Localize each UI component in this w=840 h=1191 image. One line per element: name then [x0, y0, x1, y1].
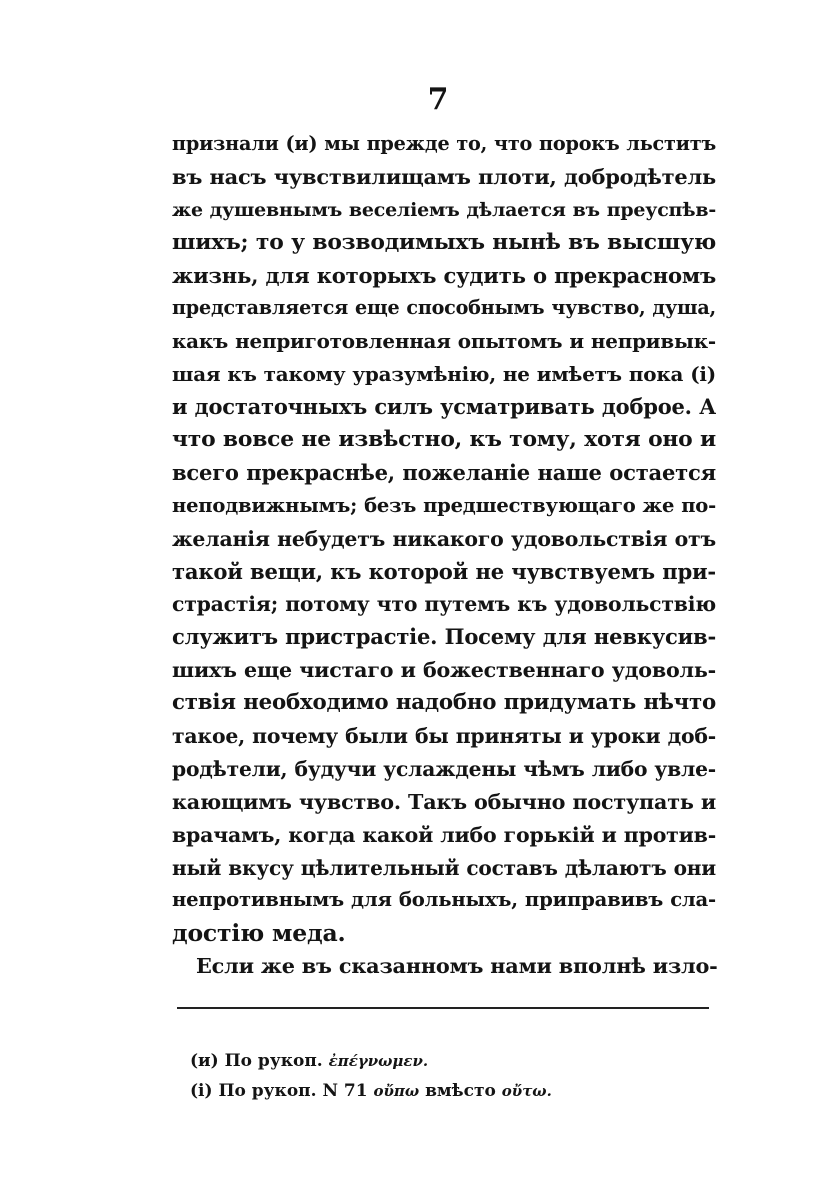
text-line: кающимъ чувство. Такъ обычно поступать и: [172, 789, 716, 814]
text-line: признали (и) мы прежде то, что порокъ льститъ: [172, 132, 716, 155]
text-line: и достаточныхъ силъ усматривать доброе. А: [172, 394, 716, 420]
text-line: непротивнымъ для больныхъ, приправивъ сла-: [172, 888, 716, 912]
text-line: же душевнымъ веселіемъ дѣлается въ преуспѣв-: [172, 198, 716, 221]
text-line: врачамъ, когда какой либо горькій и против-: [172, 822, 716, 847]
text-line: какъ неприготовленная опытомъ и непривык-: [172, 329, 716, 354]
text-line: неподвижнымъ; безъ предшествующаго же по-: [172, 493, 716, 517]
footnote-greek: οὔπω: [373, 1082, 420, 1100]
footnote-greek: οὔτω.: [501, 1082, 552, 1100]
text-line: что вовсе не извѣстно, къ тому, хотя оно и: [172, 427, 716, 453]
text-line: служитъ пристрастіе. Посему для невкусив-: [172, 624, 716, 650]
footnote-divider: [177, 1007, 709, 1009]
footnote-marker: (и): [190, 1051, 219, 1071]
footnote: [190, 1046, 710, 1076]
text-line: такое, почему были бы приняты и уроки доб-: [172, 724, 716, 749]
text-line: страстія; потому что путемъ къ удовольствію: [172, 592, 716, 617]
text-line: ный вкусу цѣлительный составъ дѣлаютъ они: [172, 855, 716, 880]
text-line: шая къ такому уразумѣнію, не имѣетъ пока (і): [172, 362, 716, 387]
page-number: 7: [427, 82, 449, 117]
text-line: въ насъ чувствилищамъ плоти, добродѣтель: [172, 163, 716, 189]
footnotes: [190, 1046, 710, 1106]
footnote-text: По рукоп. N 71: [218, 1081, 368, 1101]
footnote-text: По рукоп.: [224, 1051, 323, 1071]
text-line: ствія необходимо надобно придумать нѣчто: [172, 690, 716, 716]
footnote-marker: (і): [190, 1081, 213, 1101]
text-line: такой вещи, къ которой не чувствуемъ при-: [172, 558, 716, 584]
text-line: шихъ еще чистаго и божественнаго удоволь-: [172, 658, 716, 683]
footnote-greek: ἐπέγνωμεν.: [328, 1052, 429, 1070]
text-line: достію меда.: [172, 919, 346, 948]
footnote-text: вмѣсто: [425, 1081, 496, 1101]
body-text: [172, 128, 716, 983]
text-line: представляется еще способнымъ чувство, душа,: [172, 296, 716, 320]
text-line: шихъ; то у возводимыхъ нынѣ въ высшую: [172, 229, 716, 255]
text-line: родѣтели, будучи услаждены чѣмъ либо увле-: [172, 756, 716, 781]
text-line: жизнь, для которыхъ судить о прекрасномъ: [172, 262, 716, 288]
footnote: [190, 1076, 710, 1106]
text-line: Если же въ сказанномъ нами вполнѣ изло-: [196, 953, 718, 979]
text-line: всего прекраснѣе, пожеланіе наше остается: [172, 459, 716, 485]
text-line: желанія небудетъ никакого удовольствія отъ: [172, 526, 716, 551]
